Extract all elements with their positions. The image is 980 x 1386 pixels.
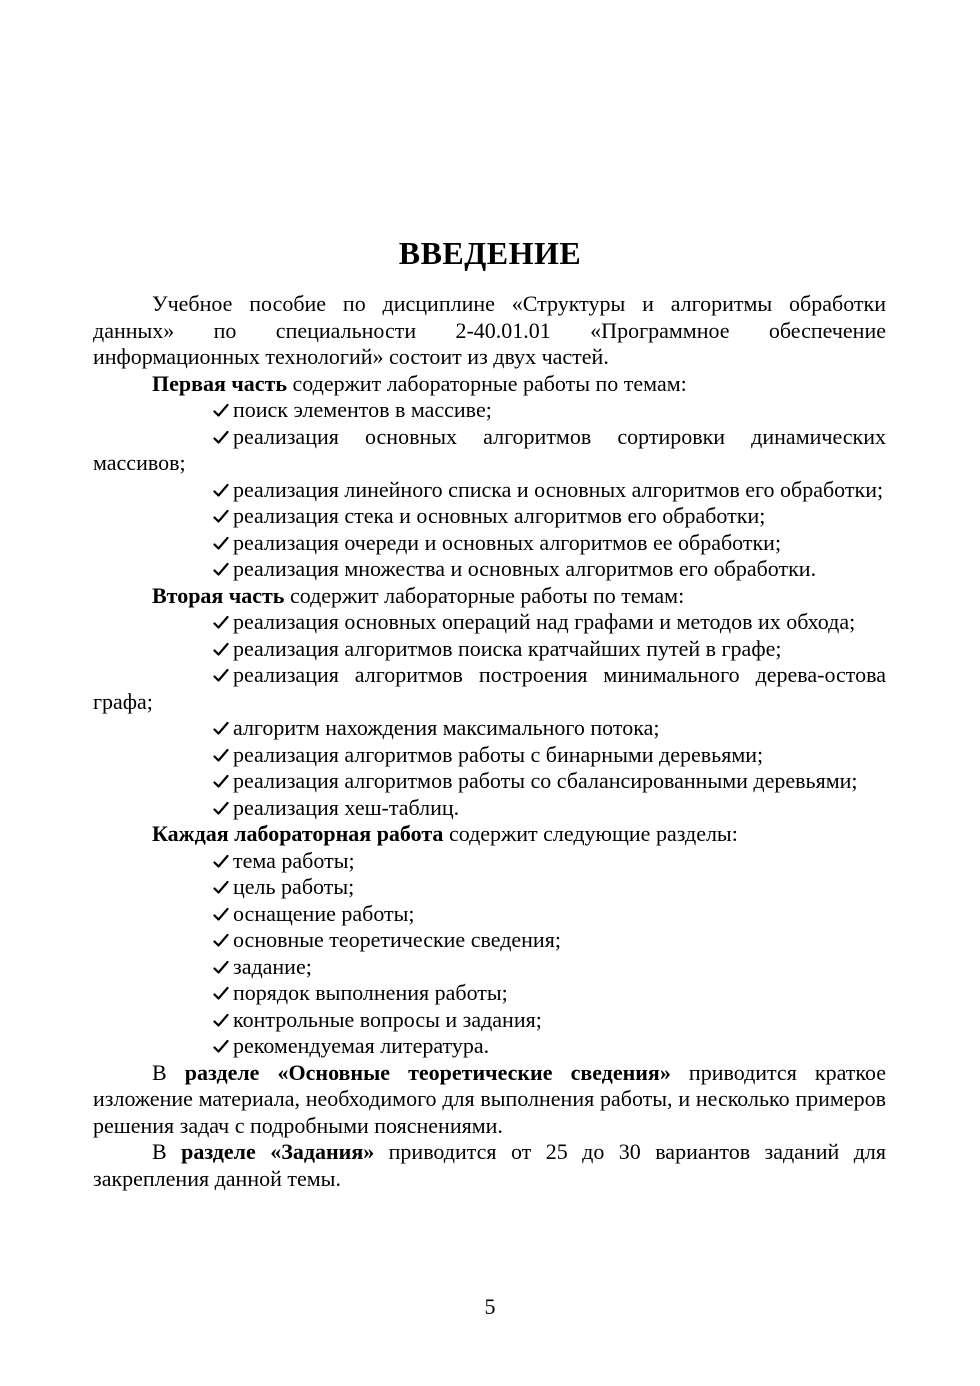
list-item	[93, 848, 886, 875]
list-item-text: реализация стека и основных алгоритмов его обработки;	[233, 503, 766, 528]
theory-text: приводится краткое изложение материала, необходимого для выполнения работы, и несколько примеров решения задач с подробными пояснениями.	[93, 1059, 886, 1138]
list-item-text: тема работы;	[233, 847, 355, 873]
checkmark-icon	[213, 424, 233, 451]
list-item-text: оснащение работы;	[233, 900, 415, 926]
tasks-paragraph	[93, 1139, 886, 1192]
checkmark-icon	[213, 1033, 233, 1060]
tasks-label: разделе «Задания»	[181, 1139, 375, 1164]
part2-list	[93, 609, 886, 821]
list-item	[93, 1007, 886, 1034]
part2-label: Вторая часть	[152, 582, 285, 608]
page-body	[93, 291, 886, 1192]
checkmark-icon	[213, 848, 233, 875]
list-item	[93, 901, 886, 928]
list-item	[93, 927, 886, 954]
theory-paragraph	[93, 1060, 886, 1140]
checkmark-icon	[213, 874, 233, 901]
list-item-text: реализация алгоритмов работы с бинарными деревьями;	[233, 741, 764, 767]
list-item-text: основные теоретические сведения;	[233, 927, 561, 952]
list-item	[93, 477, 886, 504]
list-item	[93, 795, 886, 822]
list-item	[93, 424, 886, 477]
checkmark-icon	[213, 530, 233, 557]
checkmark-icon	[213, 980, 233, 1007]
list-item-text: контрольные вопросы и задания;	[233, 1006, 542, 1032]
list-item-text: реализация множества и основных алгоритмов его обработки.	[233, 556, 817, 581]
checkmark-icon	[213, 715, 233, 742]
sections-label: Каждая лабораторная работа	[152, 821, 444, 846]
checkmark-icon	[213, 662, 233, 689]
list-item-text: рекомендуемая литература.	[233, 1033, 490, 1058]
checkmark-icon	[213, 742, 233, 769]
list-item-text: поиск элементов в массиве;	[233, 397, 492, 422]
page-number: 5	[484, 1294, 496, 1319]
checkmark-icon	[213, 768, 233, 795]
list-item-text: реализация очереди и основных алгоритмов ее обработки;	[233, 529, 782, 555]
list-item	[93, 1033, 886, 1060]
part1-text: содержит лабораторные работы по темам:	[287, 370, 687, 396]
list-item-text: задание;	[233, 953, 312, 979]
checkmark-icon	[213, 397, 233, 424]
checkmark-icon	[213, 636, 233, 663]
checkmark-icon	[213, 795, 233, 822]
list-item	[93, 397, 886, 424]
list-item-text: реализация алгоритмов работы со сбалансированными деревьями;	[233, 768, 858, 793]
part2-text: содержит лабораторные работы по темам:	[284, 582, 685, 608]
list-item-text: реализация алгоритмов построения минимального дерева-остова графа;	[93, 662, 886, 714]
checkmark-icon	[213, 477, 233, 504]
list-item-text: реализация хеш-таблиц.	[233, 794, 460, 820]
page-title: ВВЕДЕНИЕ	[398, 235, 582, 271]
list-item	[93, 715, 886, 742]
checkmark-icon	[213, 927, 233, 954]
checkmark-icon	[213, 901, 233, 928]
list-item-text: реализация линейного списка и основных алгоритмов его обработки;	[233, 476, 884, 502]
list-item-text: алгоритм нахождения максимального потока;	[233, 715, 660, 740]
list-item	[93, 742, 886, 769]
part1-label: Первая часть	[152, 370, 288, 396]
list-item	[93, 556, 886, 583]
checkmark-icon	[213, 954, 233, 981]
sections-text: содержит следующие разделы:	[443, 821, 738, 846]
checkmark-icon	[213, 503, 233, 530]
theory-pre: В	[152, 1059, 185, 1085]
list-item	[93, 980, 886, 1007]
list-item	[93, 954, 886, 981]
tasks-text: приводится от 25 до 30 вариантов заданий для закрепления данной темы.	[93, 1139, 886, 1191]
checkmark-icon	[213, 609, 233, 636]
list-item-text: порядок выполнения работы;	[233, 980, 508, 1005]
list-item	[93, 503, 886, 530]
intro-paragraph: Учебное пособие по дисциплине «Структуры и алгоритмы обработки данных» по специальности 2-40.01.01 «Программное обеспечение информационных технологий» состоит из двух частей.	[93, 291, 886, 369]
theory-label: разделе «Основные теоретические сведения»	[184, 1059, 671, 1085]
list-item	[93, 636, 886, 663]
part2-heading	[93, 583, 886, 610]
tasks-pre: В	[152, 1139, 182, 1164]
list-item-text: реализация алгоритмов поиска кратчайших путей в графе;	[233, 635, 782, 661]
list-item	[93, 768, 886, 795]
checkmark-icon	[213, 556, 233, 583]
sections-heading	[93, 821, 886, 848]
list-item	[93, 609, 886, 636]
list-item	[93, 662, 886, 715]
part1-heading	[93, 371, 886, 398]
list-item-text: реализация основных операций над графами и методов их обхода;	[233, 609, 856, 634]
list-item	[93, 874, 886, 901]
list-item	[93, 530, 886, 557]
sections-list	[93, 848, 886, 1060]
part1-list	[93, 397, 886, 583]
list-item-text: реализация основных алгоритмов сортировки динамических массивов;	[93, 423, 886, 475]
checkmark-icon	[213, 1007, 233, 1034]
list-item-text: цель работы;	[233, 874, 355, 899]
